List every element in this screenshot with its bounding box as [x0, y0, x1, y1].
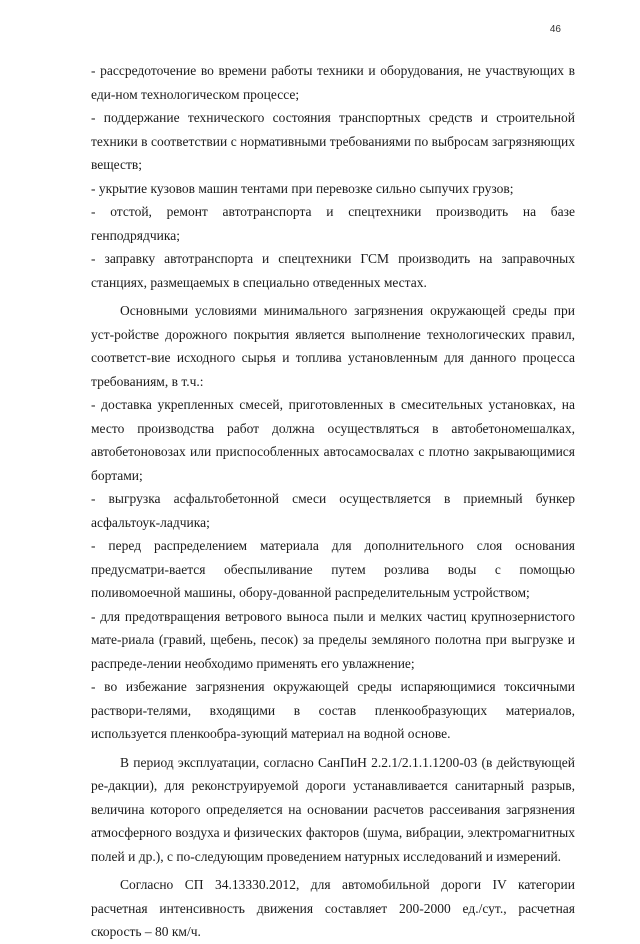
paragraph: Согласно СП 34.13330.2012, для автомобильной дороги IV категории расчетная интенсивность движения составляет 200-2000 ед./сут., расчетная скорость – 80 км/ч.: [91, 877, 575, 939]
list-item: - для предотвращения ветрового выноса пыли и мелких частиц крупнозернистого мате-риала (гравий, щебень, песок) за пределы земляного полотна при выгрузке и распреде-лении необходимо применять его увлажнение;: [91, 608, 575, 671]
list-item: - выгрузка асфальтобетонной смеси осуществляется в приемный бункер асфальтоук-ладчика;: [91, 491, 575, 530]
paragraph: В период эксплуатации, согласно СанПиН 2.2.1/2.1.1.1200-03 (в действующей ре-дакции), для реконструируемой дороги устанавливается санитарный разрыв, величина которого определяется на основании расчетов рассеивания загрязнения атмосферного воздуха и физических факторов (шума, вибрации, электромагнитных полей и др.), с по-следующим проведением натурных исследований и измерений.: [91, 754, 575, 864]
list-item: - укрытие кузовов машин тентами при перевозке сильно сыпучих грузов;: [91, 180, 514, 196]
list-item: - поддержание технического состояния транспортных средств и строительной техники в соответствии с нормативными требованиями по выбросам загрязняющих веществ;: [91, 110, 575, 172]
list-item: - отстой, ремонт автотранспорта и спецтехники производить на базе генподрядчика;: [91, 204, 575, 243]
list-item: - рассредоточение во времени работы техники и оборудования, не участвующих в еди-ном технологическом процессе;: [91, 63, 575, 102]
page-number: 46: [549, 24, 561, 35]
document-body: [91, 59, 575, 944]
list-item: - доставка укрепленных смесей, приготовленных в смесительных установках, на место производства работ должна осуществляться в автобетономешалках, автобетоновозах или приспособленных автосамосвалах с плотно закрывающимися бортами;: [91, 397, 575, 483]
list-item: - заправку автотранспорта и спецтехники ГСМ производить на заправочных станциях, размещаемых в специально отведенных местах.: [91, 251, 575, 290]
list-item: - во избежание загрязнения окружающей среды испаряющимися токсичными раствори-телями, входящими в состав пленкообразующих материалов, используется пленкообра-зующий материал на водной основе.: [91, 679, 575, 741]
paragraph: Основными условиями минимального загрязнения окружающей среды при уст-ройстве дорожного покрытия является выполнение технологических правил, соответст-вие исходного сырья и топлива установленным для данного процесса требованиям, в т.ч.:: [91, 303, 575, 389]
list-item: - перед распределением материала для дополнительного слоя основания предусматри-вается обеспыливание путем розлива воды с помощью поливомоечной машины, обору-дованной распределительным устройством;: [91, 538, 575, 600]
